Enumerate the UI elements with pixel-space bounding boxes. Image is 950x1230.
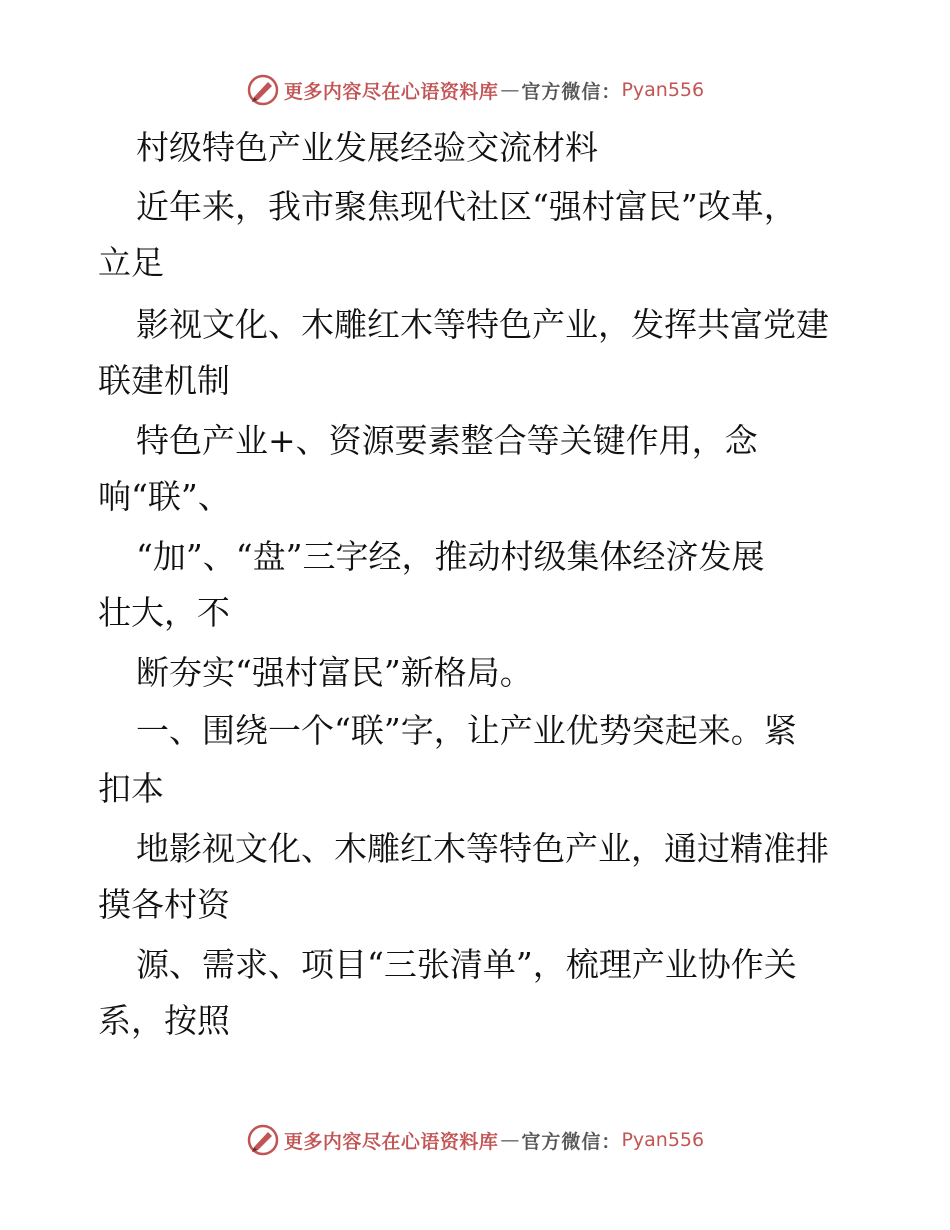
- banner-text: 更多内容尽在心语资料库: [283, 1130, 499, 1153]
- paragraph-line: 系，按照: [98, 1001, 230, 1040]
- paragraph-line: 响“联”、: [98, 477, 231, 516]
- banner-wechat-label: 官方微信：: [521, 1130, 622, 1153]
- paragraph-line: 立足: [98, 243, 164, 282]
- paragraph-line: 特色产业+、资源要素整合等关键作用，念: [136, 421, 758, 460]
- header-watermark-banner: [0, 70, 950, 110]
- footer-watermark-banner: [0, 1120, 950, 1160]
- paragraph-line: 摸各村资: [98, 885, 230, 924]
- paragraph-line: 壮大，不: [98, 593, 230, 632]
- paragraph-line: 近年来，我市聚焦现代社区“强村富民”改革，: [136, 187, 797, 226]
- section-heading-line: 一、围绕一个“联”字，让产业优势突起来。紧: [136, 711, 797, 750]
- paragraph-line: 联建机制: [98, 361, 230, 400]
- banner-text: 更多内容尽在心语资料库: [283, 80, 499, 103]
- pen-logo-icon: [246, 1123, 280, 1157]
- paragraph-line: 地影视文化、木雕红木等特色产业，通过精准排: [136, 829, 829, 868]
- banner-dash: —: [500, 79, 520, 101]
- paragraph-line: 源、需求、项目“三张清单”，梳理产业协作关: [136, 945, 797, 984]
- banner-wechat-id: Pyan556: [621, 79, 705, 101]
- paragraph-line: 扣本: [98, 769, 164, 808]
- paragraph-line: 影视文化、木雕红木等特色产业，发挥共富党建: [136, 305, 829, 344]
- pen-logo-icon: [246, 73, 280, 107]
- paragraph-line: “加”、“盘”三字经，推动村级集体经济发展: [136, 537, 765, 576]
- document-title: 村级特色产业发展经验交流材料: [136, 128, 598, 167]
- banner-wechat-label: 官方微信：: [521, 80, 622, 103]
- banner-wechat-id: Pyan556: [621, 1129, 705, 1151]
- banner-dash: —: [500, 1129, 520, 1151]
- paragraph-line: 断夯实“强村富民”新格局。: [136, 653, 533, 692]
